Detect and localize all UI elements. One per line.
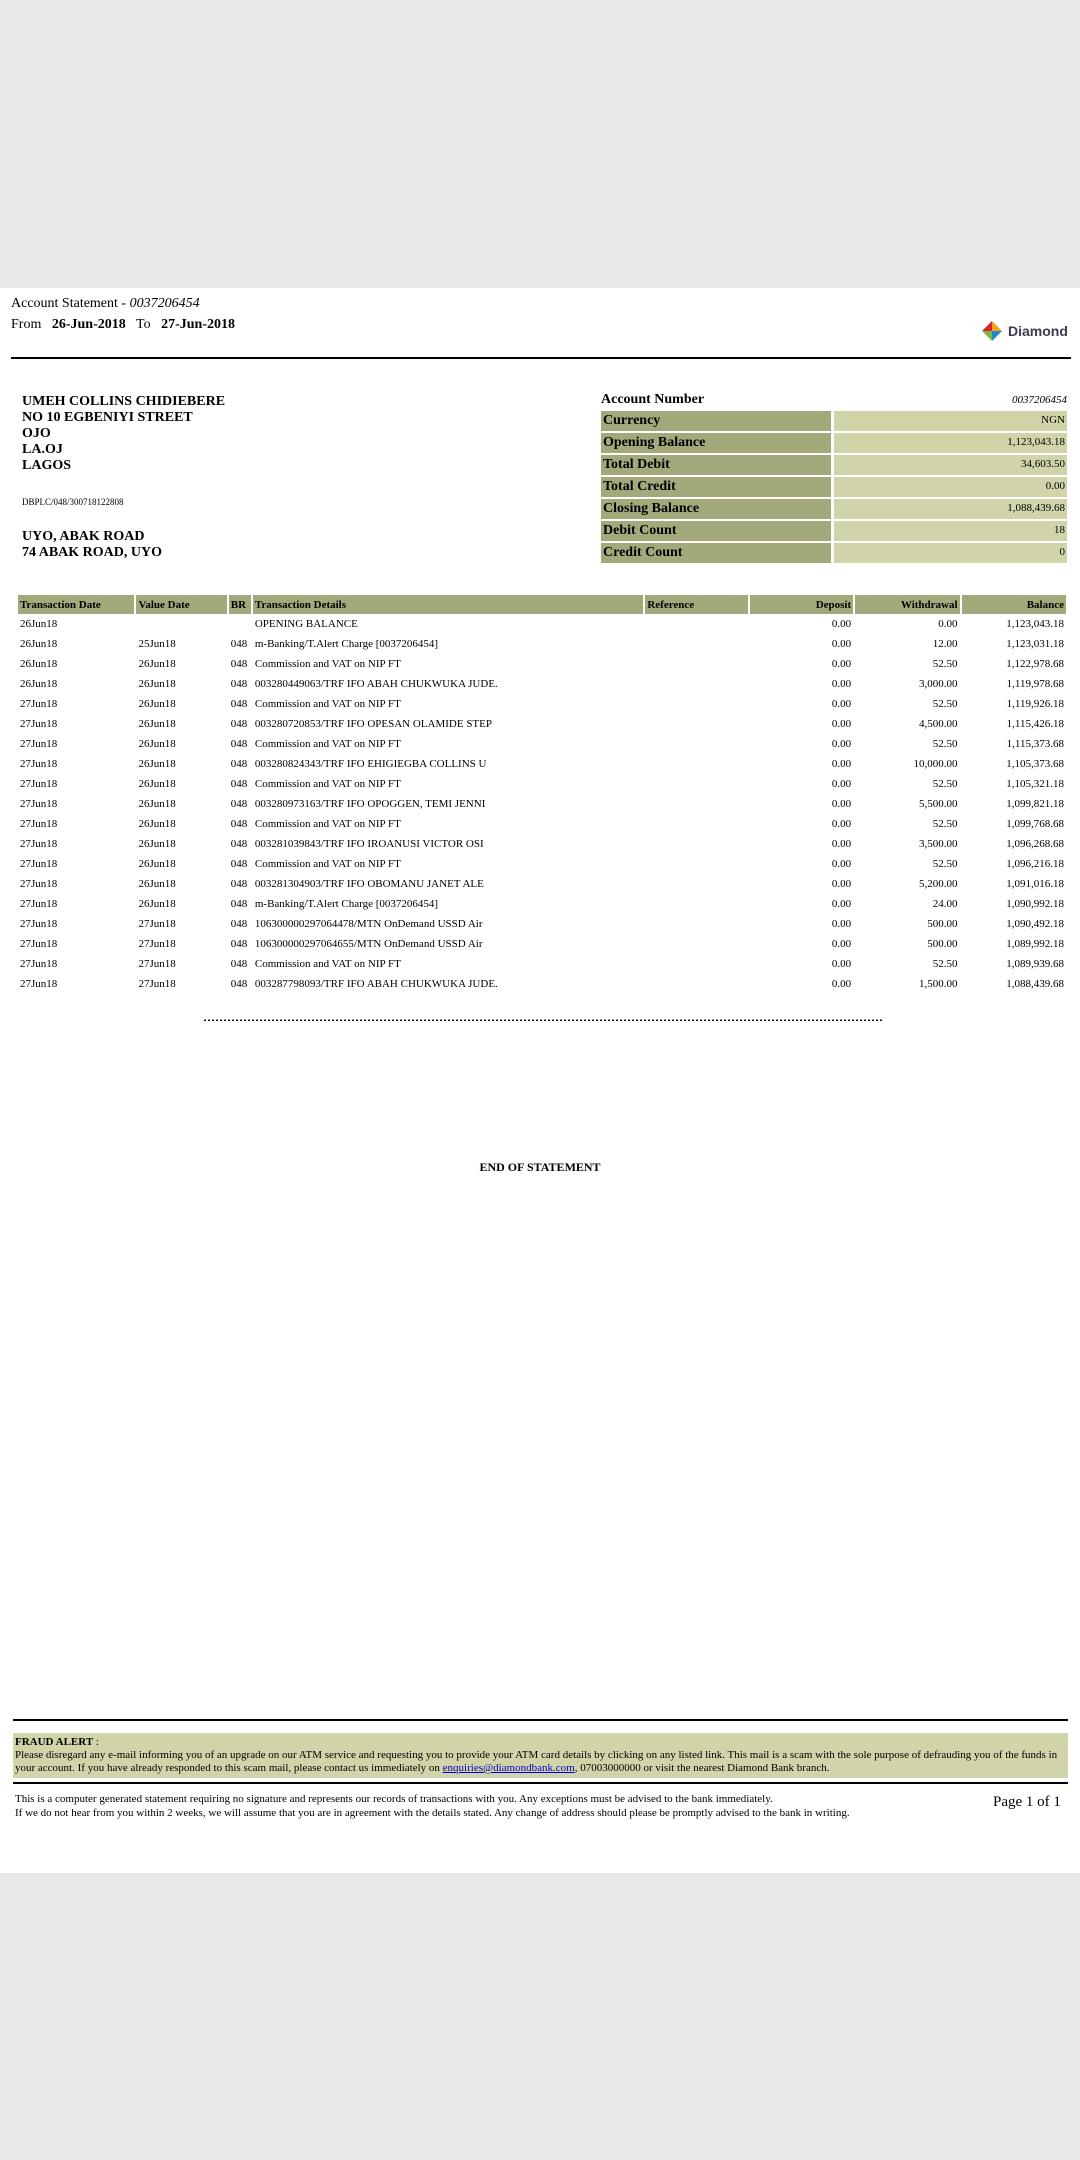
table-row [18,934,1066,954]
table-row [18,614,1066,634]
value-date-cell: 26Jun18 [138,898,176,910]
summary-row [601,477,1067,497]
branch-code-cell: 048 [230,778,248,790]
reference-cell [645,814,747,834]
summary-account-number-value: 0037206454 [1012,394,1067,406]
reference-cell [645,934,747,954]
branch-name: UYO, ABAK ROAD [22,529,145,544]
transaction-details-cell: Commission and VAT on NIP FT [254,958,401,970]
deposit-cell: 0.00 [831,938,852,950]
withdrawal-cell: 52.50 [932,778,958,790]
footer-note [15,1792,975,1820]
transaction-details-cell: OPENING BALANCE [254,618,358,630]
reference-cell [645,834,747,854]
summary-label: Closing Balance [601,499,831,519]
end-of-statement: END OF STATEMENT [479,1160,601,1174]
reference-cell [645,854,747,874]
withdrawal-cell: 52.50 [932,958,958,970]
transaction-date-cell: 27Jun18 [20,978,58,990]
reference-cell [645,714,747,734]
fraud-alert-text-end: , 07003000000 or visit the nearest Diamond Bank branch. [574,1762,830,1774]
withdrawal-cell: 52.50 [932,818,958,830]
column-header: Balance [962,595,1066,614]
deposit-cell: 0.00 [831,918,852,930]
transaction-date-cell: 27Jun18 [20,958,58,970]
bank-logo [980,316,1072,346]
branch-code-cell: 048 [230,658,248,670]
fraud-alert-colon: : [93,1736,99,1748]
date-range [11,317,235,333]
deposit-cell: 0.00 [831,638,852,650]
transaction-details-cell: Commission and VAT on NIP FT [254,778,401,790]
balance-cell: 1,091,016.18 [1006,878,1064,890]
transaction-date-cell: 27Jun18 [20,698,58,710]
value-date-cell: 26Jun18 [138,818,176,830]
value-date-cell: 25Jun18 [138,638,176,650]
deposit-cell: 0.00 [831,838,852,850]
balance-cell: 1,096,216.18 [1006,858,1064,870]
reference-cell [645,914,747,934]
transaction-date-cell: 27Jun18 [20,818,58,830]
transaction-details-cell: m-Banking/T.Alert Charge [0037206454] [254,898,439,910]
deposit-cell: 0.00 [831,858,852,870]
column-header: Reference [645,595,747,614]
summary-row [601,455,1067,475]
footer-note-line: If we do not hear from you within 2 weeks, we will assume that you are in agreement with the details stated. Any change of address should please be promptly advised to the bank in writing. [15,1807,850,1819]
fraud-alert-text: Please disregard any e-mail informing you of an upgrade on our ATM service and requesting you to provide your ATM card details by clicking on any listed link. This mail is a scam with the sole purpose of defrauding you of the funds in your account. If you have already responded to this scam mail, please contact us immediately on [15,1749,1058,1774]
transaction-date-cell: 27Jun18 [20,718,58,730]
table-row [18,874,1066,894]
value-date-cell: 26Jun18 [138,678,176,690]
balance-cell: 1,105,321.18 [1006,778,1064,790]
transaction-details-cell: Commission and VAT on NIP FT [254,698,401,710]
transaction-details-cell: Commission and VAT on NIP FT [254,858,401,870]
value-date-cell: 26Jun18 [138,798,176,810]
summary-row [601,433,1067,453]
account-summary [601,391,1067,563]
withdrawal-cell: 1,500.00 [919,978,958,990]
column-header: Withdrawal [855,595,959,614]
transaction-date-cell: 27Jun18 [20,878,58,890]
withdrawal-cell: 10,000.00 [913,758,958,770]
deposit-cell: 0.00 [831,618,852,630]
transaction-date-cell: 27Jun18 [20,938,58,950]
transaction-details-cell: 106300000297064478/MTN OnDemand USSD Air [254,918,483,930]
transaction-date-cell: 26Jun18 [20,658,58,670]
branch-code-cell [229,614,251,634]
withdrawal-cell: 52.50 [932,738,958,750]
deposit-cell: 0.00 [831,978,852,990]
withdrawal-cell: 5,200.00 [919,878,958,890]
customer-address-line: LA.OJ [22,442,63,457]
enquiries-email-link[interactable]: enquiries@diamondbank.com [442,1762,575,1774]
value-date-cell: 26Jun18 [138,738,176,750]
deposit-cell: 0.00 [831,798,852,810]
withdrawal-cell: 0.00 [938,618,958,630]
transaction-date-cell: 27Jun18 [20,758,58,770]
summary-value: 18 [834,521,1067,541]
summary-account-number-label: Account Number [601,392,705,407]
table-row [18,774,1066,794]
deposit-cell: 0.00 [831,698,852,710]
column-header: Transaction Details [253,595,644,614]
transaction-date-cell: 27Jun18 [20,778,58,790]
summary-value: 1,088,439.68 [834,499,1067,519]
column-header: Transaction Date [18,595,134,614]
summary-value: 1,123,043.18 [834,433,1067,453]
transaction-details-cell: Commission and VAT on NIP FT [254,818,401,830]
table-row [18,694,1066,714]
table-row [18,654,1066,674]
value-date-cell: 26Jun18 [138,878,176,890]
table-row [18,914,1066,934]
table-row [18,834,1066,854]
balance-cell: 1,099,821.18 [1006,798,1064,810]
table-row [18,954,1066,974]
withdrawal-cell: 500.00 [927,918,958,930]
page-number: Page 1 of 1 [993,1794,1061,1810]
branch-code-cell: 048 [230,758,248,770]
summary-row [601,499,1067,519]
to-label: To [136,317,151,332]
from-date: 26-Jun-2018 [51,317,126,332]
column-header: BR [229,595,251,614]
summary-value: 34,603.50 [834,455,1067,475]
summary-row [601,411,1067,431]
customer-name: UMEH COLLINS CHIDIEBERE [22,394,226,409]
fraud-divider [13,1719,1068,1721]
transaction-date-cell: 27Jun18 [20,838,58,850]
branch-code-cell: 048 [230,698,248,710]
statement-page [0,288,1080,1873]
deposit-cell: 0.00 [831,658,852,670]
balance-cell: 1,096,268.68 [1006,838,1064,850]
fraud-alert [13,1733,1068,1778]
summary-account-number-row [601,391,1067,409]
withdrawal-cell: 52.50 [932,698,958,710]
reference-cell [645,894,747,914]
summary-row [601,543,1067,563]
table-row [18,794,1066,814]
branch-code-cell: 048 [230,738,248,750]
transaction-date-cell: 27Jun18 [20,738,58,750]
table-row [18,714,1066,734]
transaction-date-cell: 27Jun18 [20,918,58,930]
branch-code-cell: 048 [230,898,248,910]
transaction-details-cell: 003280824343/TRF IFO EHIGIEGBA COLLINS U [254,758,487,770]
transaction-details-cell: 003281039843/TRF IFO IROANUSI VICTOR OSI [254,838,484,850]
statement-account-number: 0037206454 [129,296,200,311]
deposit-cell: 0.00 [831,878,852,890]
transaction-details-cell: 003287798093/TRF IFO ABAH CHUKWUKA JUDE. [254,978,498,990]
statement-title [11,296,200,312]
transaction-details-cell: 106300000297064655/MTN OnDemand USSD Air [254,938,483,950]
balance-cell: 1,119,926.18 [1006,698,1064,710]
balance-cell: 1,105,373.68 [1006,758,1064,770]
transaction-date-cell: 27Jun18 [20,858,58,870]
value-date-cell: 27Jun18 [138,938,176,950]
branch-code-cell: 048 [230,678,248,690]
deposit-cell: 0.00 [831,738,852,750]
balance-cell: 1,089,992.18 [1006,938,1064,950]
balance-cell: 1,099,768.68 [1006,818,1064,830]
value-date-cell: 26Jun18 [138,698,176,710]
reference-cell [645,754,747,774]
balance-cell: 1,122,978.68 [1006,658,1064,670]
value-date-cell: 26Jun18 [138,838,176,850]
reference-cell [645,694,747,714]
account-reference-code: DBPLC/048/300718122808 [22,497,124,507]
branch-code-cell: 048 [230,718,248,730]
value-date-cell: 27Jun18 [138,918,176,930]
header-divider [11,357,1071,359]
transaction-date-cell: 26Jun18 [20,618,58,630]
deposit-cell: 0.00 [831,958,852,970]
footer-divider [13,1782,1068,1784]
reference-cell [645,674,747,694]
table-row [18,754,1066,774]
bank-logo-text: Diamond [1008,323,1068,339]
branch-code-cell: 048 [230,638,248,650]
withdrawal-cell: 52.50 [932,858,958,870]
dotted-separator [203,1019,883,1021]
branch-code-cell: 048 [230,798,248,810]
reference-cell [645,954,747,974]
deposit-cell: 0.00 [831,718,852,730]
withdrawal-cell: 3,500.00 [919,838,958,850]
table-row [18,814,1066,834]
to-date: 27-Jun-2018 [161,317,235,332]
reference-cell [645,794,747,814]
transaction-details-cell: 003280449063/TRF IFO ABAH CHUKWUKA JUDE. [254,678,498,690]
summary-label: Total Credit [601,477,831,497]
transaction-date-cell: 26Jun18 [20,678,58,690]
transaction-details-cell: 003280973163/TRF IFO OPOGGEN, TEMI JENNI [254,798,486,810]
transaction-details-cell: m-Banking/T.Alert Charge [0037206454] [254,638,439,650]
table-row [18,634,1066,654]
deposit-cell: 0.00 [831,818,852,830]
value-date-cell: 26Jun18 [138,758,176,770]
reference-cell [645,634,747,654]
branch-address: 74 ABAK ROAD, UYO [22,545,163,560]
value-date-cell: 27Jun18 [138,958,176,970]
transaction-date-cell: 26Jun18 [20,638,58,650]
withdrawal-cell: 5,500.00 [919,798,958,810]
summary-value: 0.00 [834,477,1067,497]
deposit-cell: 0.00 [831,778,852,790]
branch-block [22,529,162,561]
summary-label: Credit Count [601,543,831,563]
from-label: From [11,317,42,332]
value-date-cell: 26Jun18 [138,718,176,730]
reference-cell [645,614,747,634]
balance-cell: 1,088,439.68 [1006,978,1064,990]
withdrawal-cell: 52.50 [932,658,958,670]
withdrawal-cell: 12.00 [932,638,958,650]
transaction-details-cell: Commission and VAT on NIP FT [254,738,401,750]
balance-cell: 1,123,043.18 [1006,618,1064,630]
balance-cell: 1,119,978.68 [1006,678,1064,690]
footer-note-line: This is a computer generated statement requiring no signature and represents our records of transactions with you. Any exceptions must be advised to the bank immediately. [15,1793,773,1805]
balance-cell: 1,123,031.18 [1006,638,1064,650]
column-header: Value Date [136,595,226,614]
deposit-cell: 0.00 [831,758,852,770]
balance-cell: 1,115,373.68 [1006,738,1064,750]
branch-code-cell: 048 [230,818,248,830]
customer-address-line: OJO [22,426,51,441]
summary-row [601,521,1067,541]
transaction-details-cell: Commission and VAT on NIP FT [254,658,401,670]
customer-address-line: LAGOS [22,458,72,473]
balance-cell: 1,090,492.18 [1006,918,1064,930]
customer-block [22,394,225,474]
diamond-logo-icon [980,319,1004,343]
branch-code-cell: 048 [230,918,248,930]
branch-code-cell: 048 [230,938,248,950]
deposit-cell: 0.00 [831,678,852,690]
reference-cell [645,654,747,674]
value-date-cell [136,614,226,634]
value-date-cell: 26Jun18 [138,858,176,870]
deposit-cell: 0.00 [831,898,852,910]
value-date-cell: 26Jun18 [138,658,176,670]
transaction-date-cell: 27Jun18 [20,798,58,810]
balance-cell: 1,089,939.68 [1006,958,1064,970]
table-header-row [18,595,1066,614]
withdrawal-cell: 24.00 [932,898,958,910]
reference-cell [645,774,747,794]
branch-code-cell: 048 [230,858,248,870]
statement-title-label: Account Statement - [11,296,130,311]
summary-value: 0 [834,543,1067,563]
column-header: Deposit [750,595,853,614]
summary-label: Total Debit [601,455,831,475]
branch-code-cell: 048 [230,838,248,850]
withdrawal-cell: 4,500.00 [919,718,958,730]
summary-label: Currency [601,411,831,431]
value-date-cell: 27Jun18 [138,978,176,990]
withdrawal-cell: 3,000.00 [919,678,958,690]
reference-cell [645,974,747,994]
fraud-alert-title: FRAUD ALERT [15,1736,94,1748]
table-row [18,974,1066,994]
summary-label: Debit Count [601,521,831,541]
summary-label: Opening Balance [601,433,831,453]
withdrawal-cell: 500.00 [927,938,958,950]
table-row [18,854,1066,874]
branch-code-cell: 048 [230,878,248,890]
balance-cell: 1,090,992.18 [1006,898,1064,910]
transactions-table [16,595,1068,994]
summary-value: NGN [834,411,1067,431]
branch-code-cell: 048 [230,958,248,970]
value-date-cell: 26Jun18 [138,778,176,790]
balance-cell: 1,115,426.18 [1006,718,1064,730]
reference-cell [645,874,747,894]
transaction-details-cell: 003281304903/TRF IFO OBOMANU JANET ALE [254,878,484,890]
reference-cell [645,734,747,754]
branch-code-cell: 048 [230,978,248,990]
transaction-details-cell: 003280720853/TRF IFO OPESAN OLAMIDE STEP [254,718,492,730]
transaction-date-cell: 27Jun18 [20,898,58,910]
table-row [18,674,1066,694]
customer-address-line: NO 10 EGBENIYI STREET [22,410,193,425]
table-row [18,894,1066,914]
table-row [18,734,1066,754]
